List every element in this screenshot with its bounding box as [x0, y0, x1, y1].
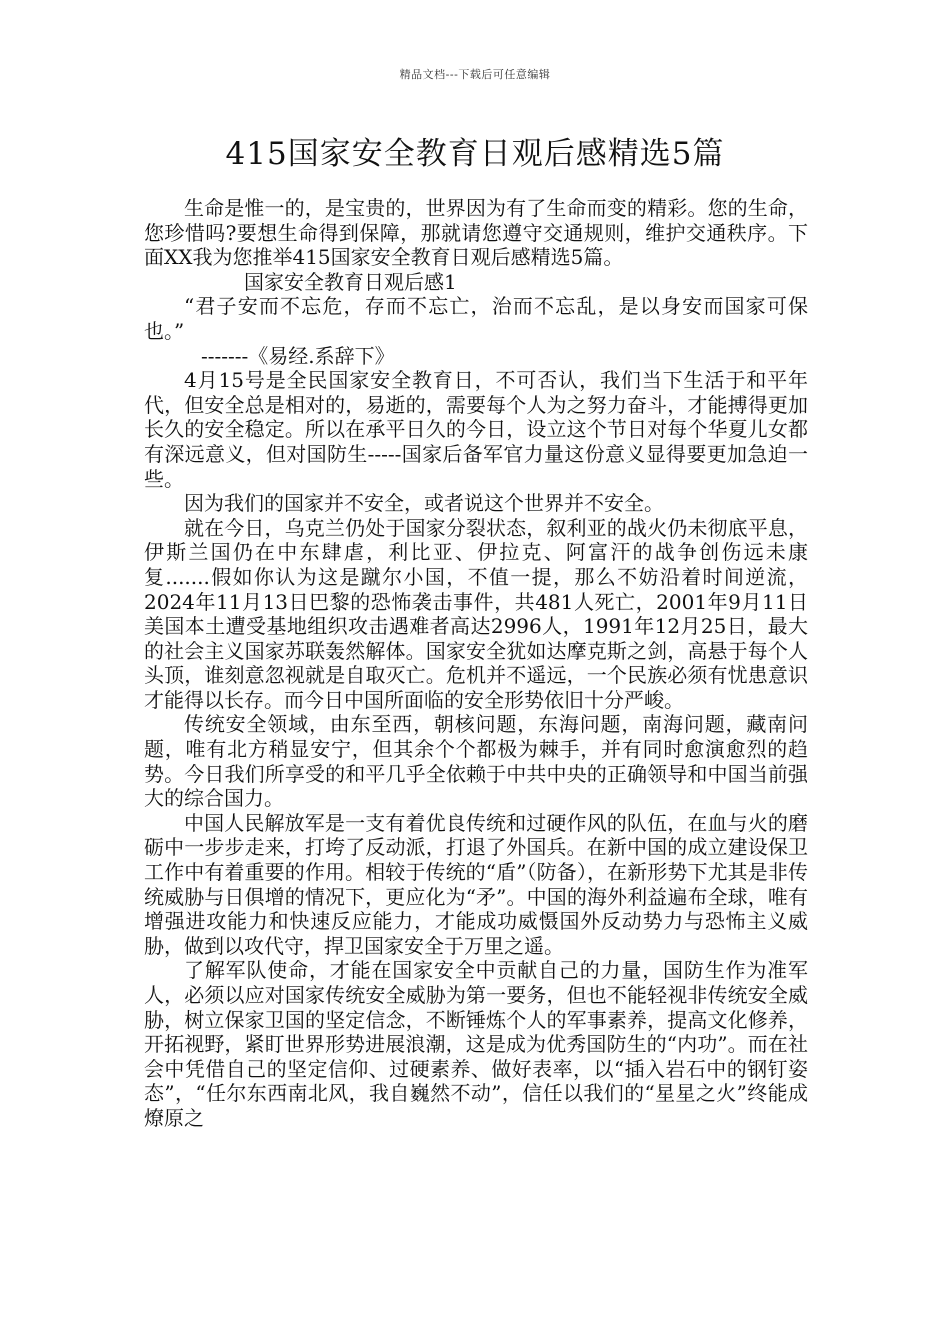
body-paragraph: 因为我们的国家并不安全，或者说这个世界并不安全。 [184, 491, 664, 516]
body-paragraph: 4月15号是全民国家安全教育日，不可否认，我们当下生活于和平年代，但安全总是相对的，易逝的，需要每个人为之努力奋斗，才能搏得更加长久的安全稳定。所以在承平日久的今日，设立这个节日对每个华夏儿女都有深远意义，但对国防生-----国家后备军官力量这份意义显得要更加急迫一些。 [144, 368, 808, 491]
document-body [144, 196, 808, 1131]
quote-paragraph: “君子安而不忘危，存而不忘亡，治而不忘乱，是以身安而国家可保也。” [144, 294, 808, 343]
quote-attribution: -------《易经.系辞下》 [201, 343, 395, 368]
header-note: 精品文档---下载后可任意编辑 [399, 68, 551, 81]
section-heading: 国家安全教育日观后感1 [244, 269, 457, 294]
body-paragraph: 传统安全领域，由东至西，朝核问题，东海问题，南海问题，藏南问题，唯有北方稍显安宁，但其余个个都极为棘手，并有同时愈演愈烈的趋势。今日我们所享受的和平几乎全依赖于中共中央的正确领导和中国当前强大的综合国力。 [144, 712, 808, 811]
document-title: 415国家安全教育日观后感精选5篇 [225, 136, 725, 172]
body-paragraph: 了解军队使命，才能在国家安全中贡献自己的力量，国防生作为准军人，必须以应对国家传统安全威胁为第一要务，但也不能轻视非传统安全威胁，树立保家卫国的坚定信念，不断锤炼个人的军事素养，提高文化修养，开拓视野，紧盯世界形势进展浪潮，这是成为优秀国防生的“内功”。而在社会中凭借自己的坚定信仰、过硬素养、做好表率，以“插入岩石中的钢钉姿态”，“任尔东西南北风，我自巍然不动”，信任以我们的“星星之火”终能成燎原之 [144, 958, 808, 1130]
intro-paragraph: 生命是惟一的，是宝贵的，世界因为有了生命而变的精彩。您的生命，您珍惜吗?要想生命得到保障，那就请您遵守交通规则，维护交通秩序。下面XX我为您推举415国家安全教育日观后感精选5篇。 [144, 196, 808, 270]
body-paragraph: 中国人民解放军是一支有着优良传统和过硬作风的队伍，在血与火的磨砺中一步步走来，打垮了反动派，打退了外国兵。在新中国的成立建设保卫工作中有着重要的作用。相较于传统的“盾”（防备），在新形势下尤其是非传统威胁与日俱增的情况下，更应化为“矛”。中国的海外利益遍布全球，唯有增强进攻能力和快速反应能力，才能成功威慑国外反动势力与恐怖主义威胁，做到以攻代守，捍卫国家安全于万里之遥。 [144, 810, 808, 958]
body-paragraph: 就在今日，乌克兰仍处于国家分裂状态，叙利亚的战火仍未彻底平息，伊斯兰国仍在中东肆虐，利比亚、伊拉克、阿富汗的战争创伤远未康复.......假如你认为这是蹴尔小国，不值一提，那么不妨沿着时间逆流，2024年11月13日巴黎的恐怖袭击事件，共481人死亡，2001年9月11日美国本土遭受基地组织攻击遇难者高达2996人，1991年12月25日，最大的社会主义国家苏联轰然解体。国家安全犹如达摩克斯之剑，高悬于每个人头顶，谁刻意忽视就是自取灭亡。危机并不遥远，一个民族必须有忧患意识才能得以长存。而今日中国所面临的安全形势依旧十分严峻。 [144, 515, 808, 712]
